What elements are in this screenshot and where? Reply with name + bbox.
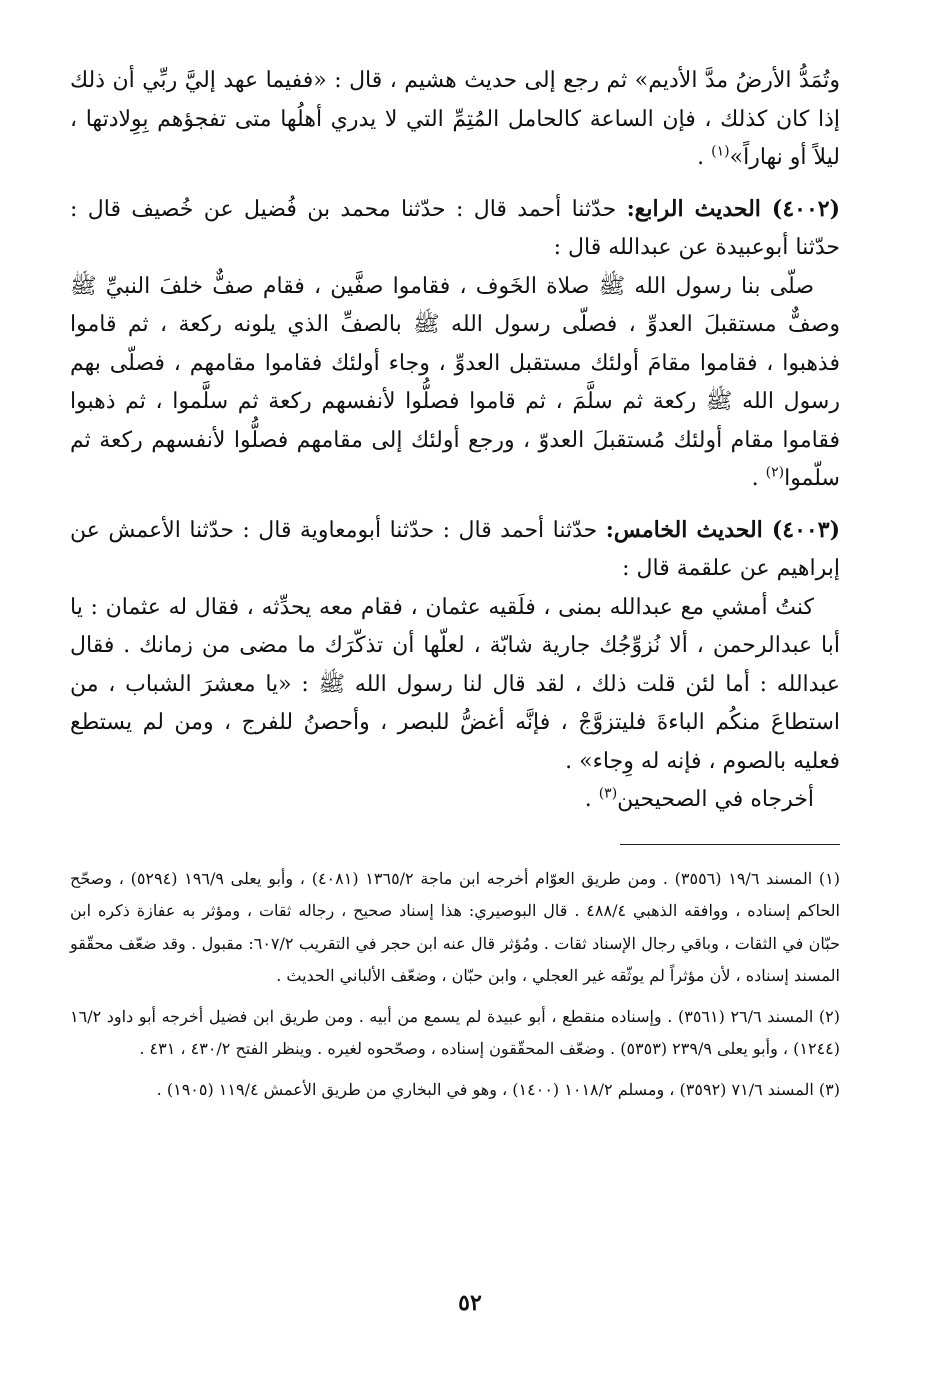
footnote-3: (٣) المسند ٧١/٦ (٣٥٩٢) ، ومسلم ١٠١٨/٢ (١٤٠٠) ، وهو في البخاري من طريق الأعمش ١١٩/٤ (١٩٠٥) . xyxy=(156,1079,840,1099)
hadith-4003-takhrij xyxy=(70,781,840,820)
main-text xyxy=(70,62,840,820)
paragraph-continuation xyxy=(70,62,840,178)
book-page xyxy=(70,62,840,1114)
hadith-4002-text: صلّى بنا رسول الله ﷺ صلاة الخَوف ، فقاموا صفَّين ، فقام صفٌّ خلفَ النبيِّ ﷺ وصفٌّ مستقبلَ العدوِّ ، فصلّى رسول الله ﷺ بالصفِّ الذي يلونه ركعة ، ثم قاموا فذهبوا ، فقاموا مقامَ أولئك مستقبل العدوِّ ، وجاء أولئك فقاموا مقامهم ، فصلّى بهم رسول الله ﷺ ركعة ثم سلَّمَ ، ثم قاموا فصلُّوا لأنفسهم ركعة ثم سلَّموا ، ثم ذهبوا فقاموا مقام أولئك مُستقبلَ العدوّ ، ورجع أولئك إلى مقامهم فصلُّوا لأنفسهم ركعة ثم سلّموا xyxy=(70,273,840,491)
hadith-4003-chain: حدّثنا أحمد قال : حدّثنا أبومعاوية قال : حدّثنا الأعمش عن إبراهيم عن علقمة قال : xyxy=(70,517,840,581)
hadith-4002-end: . xyxy=(751,466,766,491)
hadith-4002-chain: حدّثنا أحمد قال : حدّثنا محمد بن فُضيل عن خُصيف قال : حدّثنا أبوعبيدة عن عبدالله قال : xyxy=(70,196,840,260)
takhrij-end: . xyxy=(584,787,599,812)
hadith-4002-heading: (٤٠٠٢) الحديث الرابع: xyxy=(626,195,840,222)
hadith-4002-matn xyxy=(70,268,840,499)
hadith-4003-isnad xyxy=(70,511,840,589)
hadith-4003-text: كنتُ أمشي مع عبدالله بمنى ، فلَقيه عثمان ، فقام معه يحدِّثه ، فقال له عثمان : يا أبا عبدالرحمن ، ألا نُزوِّجُك جارية شابّة ، لعلّها أن تذكّرَك ما مضى من زمانك . فقال عبدالله : أما لئن قلت ذلك ، لقد قال لنا رسول الله ﷺ : «يا معشرَ الشباب ، من استطاعَ منكُم الباءةَ فليتزوَّجْ ، فإنَّه أغضُّ للبصر ، وأحصنُ للفرج ، ومن لم يستطع فعليه بالصوم ، فإنه له وِجاء» . xyxy=(70,594,840,774)
continuation-end: . xyxy=(697,145,712,170)
footnotes xyxy=(70,863,840,1107)
footnote-2: (٢) المسند ٢٦/٦ (٣٥٦١) . وإسناده منقطع ، أبو عبيدة لم يسمع من أبيه . ومن طريق ابن فضيل أخرجه أبو داود ١٦/٢ (١٢٤٤) ، وأبو يعلى ٢٣٩/٩ (٥٣٥٣) . وضعّف المحقّقون إسناده ، وصحّحوه لغيره . وينظر الفتح ٤٣٠/٢ ، ٤٣١ . xyxy=(70,1006,841,1058)
hadith-4003-heading: (٤٠٠٣) الحديث الخامس: xyxy=(605,516,840,543)
continuation-text: وتُمَدُّ الأرضُ مدَّ الأديم» ثم رجع إلى حديث هشيم ، قال : «ففيما عهد إليَّ ربِّي أن ذلك إذا كان كذلك ، فإن الساعة كالحامل المُتِمِّ التي لا يدري أهلُها متى تفجؤهم بِوِلادتها ، ليلاً أو نهاراً» xyxy=(70,68,840,170)
hadith-4002-isnad xyxy=(70,190,840,268)
hadith-4003-matn xyxy=(70,589,840,782)
footnote-ref-2: (٢) xyxy=(765,464,785,481)
takhrij-text: أخرجاه في الصحيحين xyxy=(617,787,814,812)
footnote-ref-3: (٣) xyxy=(598,785,618,802)
footnote-separator xyxy=(620,844,840,845)
footnote-ref-1: (١) xyxy=(711,143,730,160)
footnote-1: (١) المسند ١٩/٦ (٣٥٥٦) . ومن طريق العوّام أخرجه ابن ماجة ١٣٦٥/٢ (٤٠٨١) ، وأبو يعلى ١٩٦/٩ (٥٢٩٤) ، وصحّح الحاكم إسناده ، ووافقه الذهبي ٤٨٨/٤ . قال البوصيري: هذا إسناد صحيح ، رجاله ثقات ، ومؤثر به عفازة ذكره ابن حبّان في الثقات ، وباقي رجال الإسناد ثقات . ومُؤثر قال عنه ابن حجر في التقريب ٦٠٧/٢: مقبول . وقد ضعّف محقّقو المسند إسناده ، لأن مؤثراً لم يوثّقه غير العجلي ، وابن حبّان ، وضعّف الألباني الحديث . xyxy=(70,868,841,985)
page-number: ٥٢ xyxy=(458,1290,482,1316)
